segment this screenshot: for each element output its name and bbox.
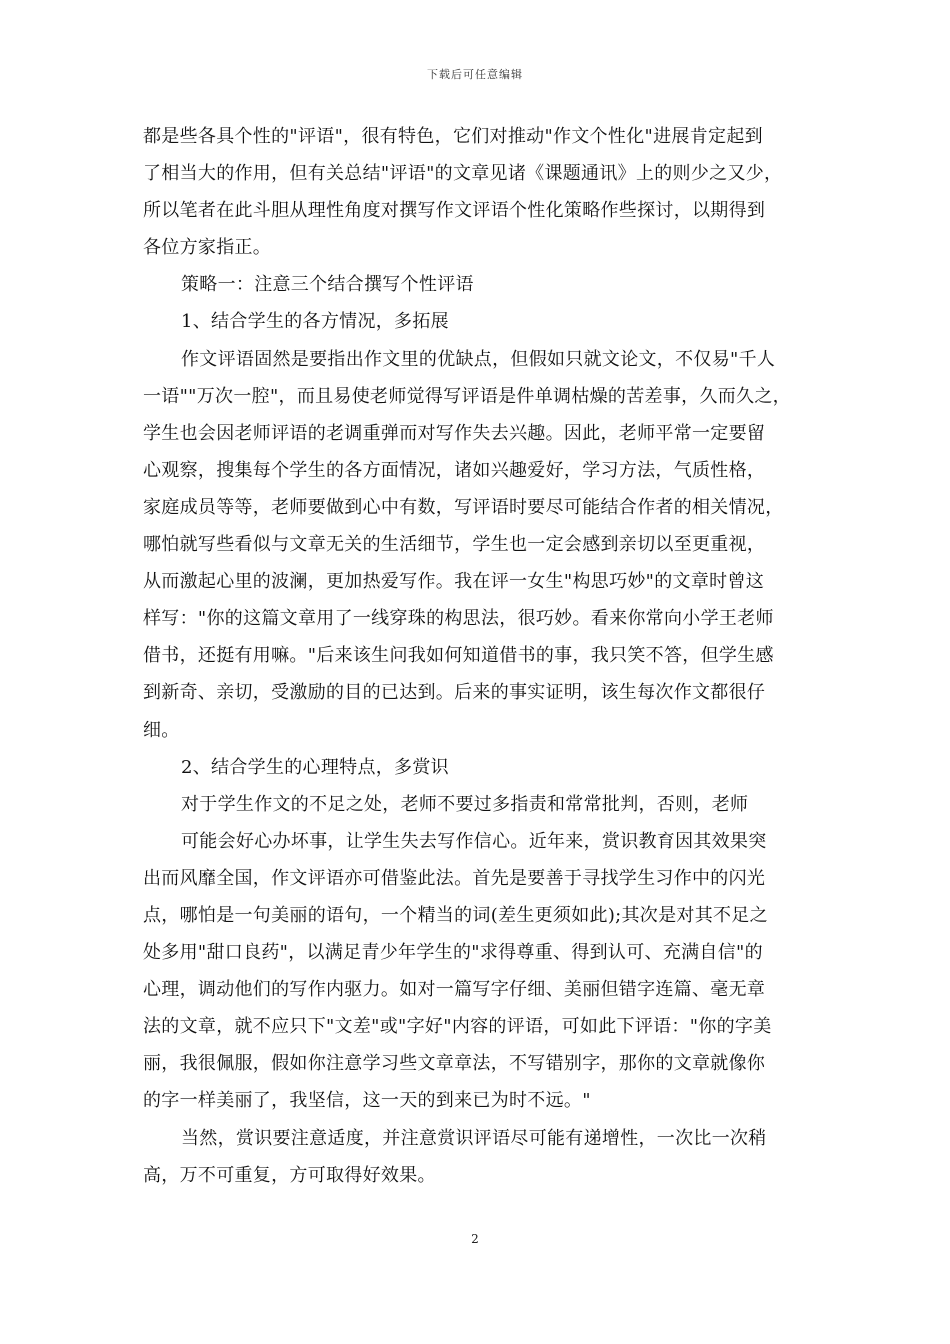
text-line: 各位方家指正。 [143,237,272,259]
text-line: 样写："你的这篇文章用了一线穿珠的构思法，很巧妙。看来你常向小学王老师 [143,608,774,630]
text-line: 当然，赏识要注意适度，并注意赏识评语尽可能有递增性，一次比一次稍 [181,1127,767,1149]
text-line: 一语""万次一腔"，而且易使老师觉得写评语是件单调枯燥的苦差事，久而久之， [143,385,791,407]
text-line: 所以笔者在此斗胆从理性角度对撰写作文评语个性化策略作些探讨，以期得到 [143,200,766,222]
document-body [143,118,813,1194]
text-line: 从而激起心里的波澜，更加热爱写作。我在评一女生"构思巧妙"的文章时曾这 [143,571,765,593]
text-line: 心理，调动他们的写作内驱力。如对一篇写字仔细、美丽但错字连篇、毫无章 [143,979,766,1001]
text-line: 细。 [143,719,180,741]
text-line: 2、结合学生的心理特点，多赏识 [181,756,449,778]
text-line: 家庭成员等等，老师要做到心中有数，写评语时要尽可能结合作者的相关情况， [143,496,784,518]
text-line: 心观察，搜集每个学生的各方面情况，诸如兴趣爱好，学习方法，气质性格， [143,459,766,481]
text-line: 丽，我很佩服，假如你注意学习些文章章法，不写错别字，那你的文章就像你 [143,1053,766,1075]
page-number: 2 [471,1232,479,1246]
text-line: 哪怕就写些看似与文章无关的生活细节，学生也一定会感到亲切以至更重视， [143,534,766,556]
text-line: 处多用"甜口良药"，以满足青少年学生的"求得尊重、得到认可、充满自信"的 [143,942,763,964]
page-header: 下载后可任意编辑 [427,68,523,81]
text-line: 可能会好心办坏事，让学生失去写作信心。近年来，赏识教育因其效果突 [181,830,767,852]
text-line: 的字一样美丽了，我坚信，这一天的到来已为时不远。" [143,1090,591,1112]
text-line: 高，万不可重复，方可取得好效果。 [143,1164,436,1186]
text-line: 都是些各具个性的"评语"，很有特色，它们对推动"作文个性化"进展肯定起到 [143,126,763,147]
text-line: 点，哪怕是一句美丽的语句，一个精当的词(差生更须如此);其次是对其不足之 [143,904,768,926]
text-line: 学生也会因老师评语的老调重弹而对写作失去兴趣。因此，老师平常一定要留 [143,422,766,444]
text-line: 出而风靡全国，作文评语亦可借鉴此法。首先是要善于寻找学生习作中的闪光 [143,867,766,889]
text-line: 法的文章，就不应只下"文差"或"字好"内容的评语，可如此下评语："你的字美 [143,1016,772,1038]
text-line: 对于学生作文的不足之处，老师不要过多指责和常常批判，否则，老师 [181,793,749,815]
text-line: 1、结合学生的各方情况，多拓展 [181,311,449,333]
text-line: 策略一：注意三个结合撰写个性评语 [181,274,474,296]
text-line: 作文评语固然是要指出作文里的优缺点，但假如只就文论文，不仅易"千人 [181,348,776,370]
text-line: 到新奇、亲切，受激励的目的已达到。后来的事实证明，该生每次作文都很仔 [143,682,766,704]
text-line: 借书，还挺有用嘛。"后来该生问我如何知道借书的事，我只笑不答，但学生感 [143,645,774,667]
text-line: 了相当大的作用，但有关总结"评语"的文章见诸《课题通讯》上的则少之又少， [143,163,783,185]
